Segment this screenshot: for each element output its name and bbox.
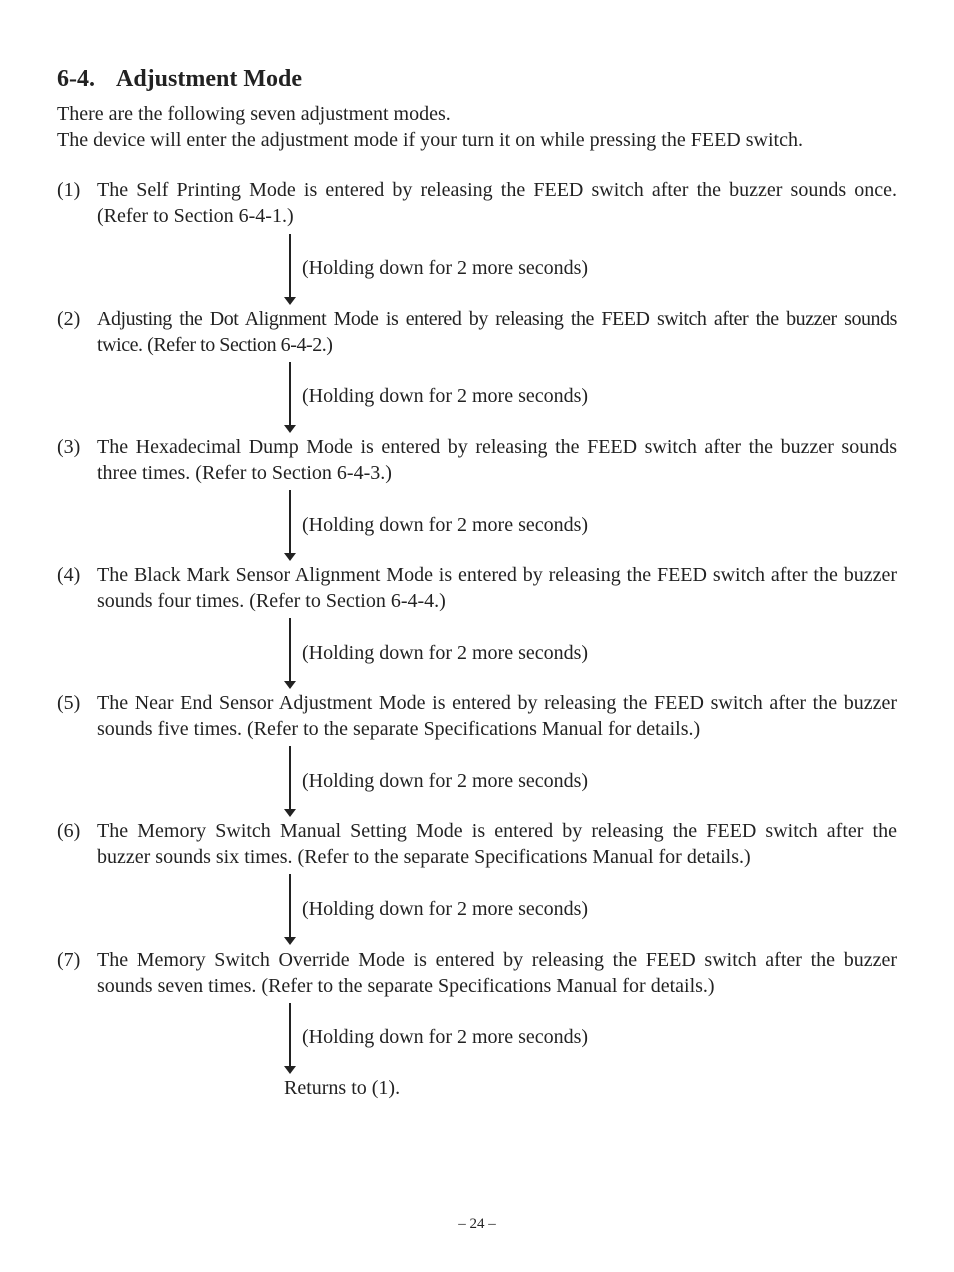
hold-label: (Holding down for 2 more seconds) — [302, 1026, 589, 1048]
mode-item-number: (3) — [57, 436, 81, 458]
mode-item-6 — [57, 819, 897, 870]
returns-label: Returns to (1). — [284, 1077, 401, 1099]
mode-item-text: The Self Printing Mode is entered by releasing the FEED switch after the buzzer sounds once. (Refer to Section 6-4-1.) — [97, 179, 897, 227]
mode-item-number: (7) — [57, 949, 81, 971]
mode-item-text: Adjusting the Dot Alignment Mode is entered by releasing the FEED switch after the buzzer sounds twice. (Refer to Section 6-4-2.) — [97, 308, 897, 356]
mode-item-4 — [57, 563, 897, 614]
mode-item-3 — [57, 435, 897, 486]
hold-label: (Holding down for 2 more seconds) — [302, 257, 589, 279]
hold-label: (Holding down for 2 more seconds) — [302, 514, 589, 536]
section-title: Adjustment Mode — [116, 66, 302, 92]
hold-label: (Holding down for 2 more seconds) — [302, 898, 589, 920]
intro-line-2: The device will enter the adjustment mode if your turn it on while pressing the FEED switch. — [57, 128, 803, 151]
mode-item-number: (4) — [57, 564, 81, 586]
section-number: 6-4. — [57, 66, 95, 92]
mode-item-text: The Memory Switch Manual Setting Mode is entered by releasing the FEED switch after the buzzer sounds six times. (Refer to the separate Specifications Manual for details.) — [97, 820, 897, 868]
mode-item-number: (1) — [57, 179, 81, 201]
intro-line-1: There are the following seven adjustment modes. — [57, 103, 451, 125]
mode-item-number: (2) — [57, 308, 81, 330]
page-number: – 24 – — [458, 1216, 496, 1232]
mode-item-text: The Memory Switch Override Mode is entered by releasing the FEED switch after the buzzer sounds seven times. (Refer to the separate Specifications Manual for details.) — [97, 949, 897, 997]
mode-item-text: The Hexadecimal Dump Mode is entered by releasing the FEED switch after the buzzer sounds three times. (Refer to Section 6-4-3.) — [97, 436, 897, 484]
hold-label: (Holding down for 2 more seconds) — [302, 385, 589, 407]
mode-item-number: (5) — [57, 692, 81, 714]
mode-item-text: The Near End Sensor Adjustment Mode is entered by releasing the FEED switch after the buzzer sounds five times. (Refer to the separate Specifications Manual for details.) — [97, 692, 897, 740]
hold-label: (Holding down for 2 more seconds) — [302, 642, 589, 664]
mode-item-5 — [57, 691, 897, 742]
section-heading — [57, 64, 302, 94]
document-page — [57, 0, 897, 1272]
intro-paragraph — [57, 102, 803, 153]
mode-item-2 — [57, 307, 897, 358]
hold-label: (Holding down for 2 more seconds) — [302, 770, 589, 792]
mode-item-text: The Black Mark Sensor Alignment Mode is entered by releasing the FEED switch after the buzzer sounds four times. (Refer to Section 6-4-4.) — [97, 564, 897, 612]
mode-item-1 — [57, 178, 897, 229]
mode-item-number: (6) — [57, 820, 81, 842]
mode-item-7 — [57, 948, 897, 999]
